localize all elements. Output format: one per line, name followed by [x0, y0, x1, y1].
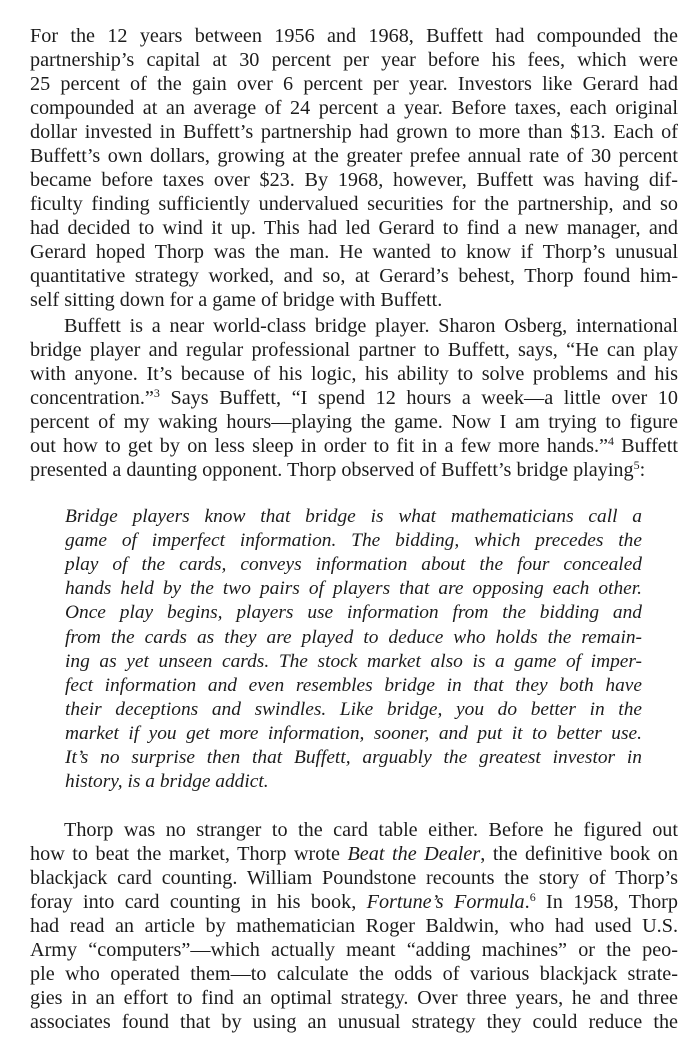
text-line: bridge player and regular professional partner to Buffett, says, “He can play — [30, 339, 678, 361]
text-line: ficulty finding sufficiently undervalued securities for the partnership, and so — [30, 193, 678, 215]
text-line: ple who operated them—to calculate the odds of various blackjack strate- — [30, 963, 678, 985]
text-line: hands held by the two pairs of players that are opposing each other. — [65, 578, 642, 600]
text-line: fect information and even resembles bridge in that they both have — [65, 674, 642, 696]
text-line: out how to get by on less sleep in order to fit in a few more hands.”$^4$ Buffett — [30, 434, 678, 457]
text-line: had read an article by mathematician Roger Baldwin, who had used U.S. — [30, 915, 678, 937]
text-line: For the 12 years between 1956 and 1968, Buffett had compounded the — [30, 25, 678, 47]
text-line: their deceptions and swindles. Like bridge, you do better in the — [65, 698, 642, 720]
text-line: associates found that by using an unusual strategy they could reduce the — [30, 1011, 678, 1033]
text-line: play of the cards, conveys information about the four concealed — [65, 554, 642, 576]
text-line: had decided to wind it up. This had led Gerard to find a new manager, and — [30, 217, 678, 239]
text-line: Gerard hoped Thorp was the man. He wanted to know if Thorp’s unusual — [30, 241, 678, 263]
text-line: became before taxes over $23. By 1968, however, Buffett was having dif- — [30, 169, 678, 191]
book-title: Beat the Dealer — [347, 843, 481, 865]
text-line: quantitative strategy worked, and so, at Gerard’s behest, Thorp found him- — [30, 265, 678, 287]
text-line: market if you get more information, sooner, and put it to better use. — [65, 722, 642, 744]
text-line: ing as yet unseen cards. The stock market also is a game of imper- — [65, 650, 642, 672]
text-line: history, is a bridge addict. — [65, 771, 269, 793]
text-line: Thorp was no stranger to the card table either. Before he figured out — [64, 819, 678, 841]
footnote-marker[interactable]: 3 — [153, 386, 160, 400]
text-line: from the cards as they are played to deduce who holds the remain- — [65, 626, 642, 648]
text-line: percent of my waking hours—playing the game. Now I am trying to figure — [30, 411, 678, 433]
text-line: gies in an effort to find an optimal strategy. Over three years, he and three — [30, 987, 678, 1009]
text-line: It’s no surprise then that Buffett, arguably the greatest investor in — [65, 747, 642, 768]
text-line: 25 percent of the gain over 6 percent per year. Investors like Gerard had — [30, 73, 678, 95]
text-line: Buffett is a near world-class bridge player. Sharon Osberg, international — [64, 315, 678, 337]
text-line: partnership’s capital at 30 percent per year before his fees, which were — [30, 49, 678, 71]
text-line: game of imperfect information. The bidding, which precedes the — [65, 530, 642, 552]
text-line: blackjack card counting. William Poundstone recounts the story of Thorp’s — [30, 867, 678, 889]
text-line: Bridge players know that bridge is what mathematicians call a — [65, 506, 642, 527]
footnote-marker[interactable]: 4 — [607, 434, 614, 448]
text-line: how to beat the market, Thorp wrote Beat the Dealer, the definitive book on — [30, 843, 678, 865]
text-line: foray into card counting in his book, Fortune’s Formula.$^6$ In 1958, Thorp — [30, 890, 678, 913]
text-line: self sitting down for a game of bridge with Buffett. — [30, 289, 443, 311]
book-title: Fortune’s Formula — [366, 891, 525, 913]
text-line: with anyone. It’s because of his logic, his ability to solve problems and his — [30, 363, 678, 385]
footnote-marker[interactable]: 6 — [529, 890, 536, 904]
text-line: presented a daunting opponent. Thorp observed of Buffett’s bridge playing$^5$: — [30, 458, 646, 481]
text-line: concentration.”$^3$ Says Buffett, “I spend 12 hours a week—a little over 10 — [30, 386, 678, 409]
text-line: Once play begins, players use information from the bidding and — [65, 602, 642, 624]
text-line: compounded at an average of 24 percent a year. Before taxes, each original — [30, 97, 678, 119]
text-line: dollar invested in Buffett’s partnership had grown to more than $13. Each of — [30, 121, 678, 143]
text-line: Buffett’s own dollars, growing at the greater prefee annual rate of 30 percent — [30, 145, 678, 167]
footnote-marker[interactable]: 5 — [633, 458, 640, 472]
text-line: Army “computers”—which actually meant “adding machines” or the peo- — [30, 939, 678, 961]
